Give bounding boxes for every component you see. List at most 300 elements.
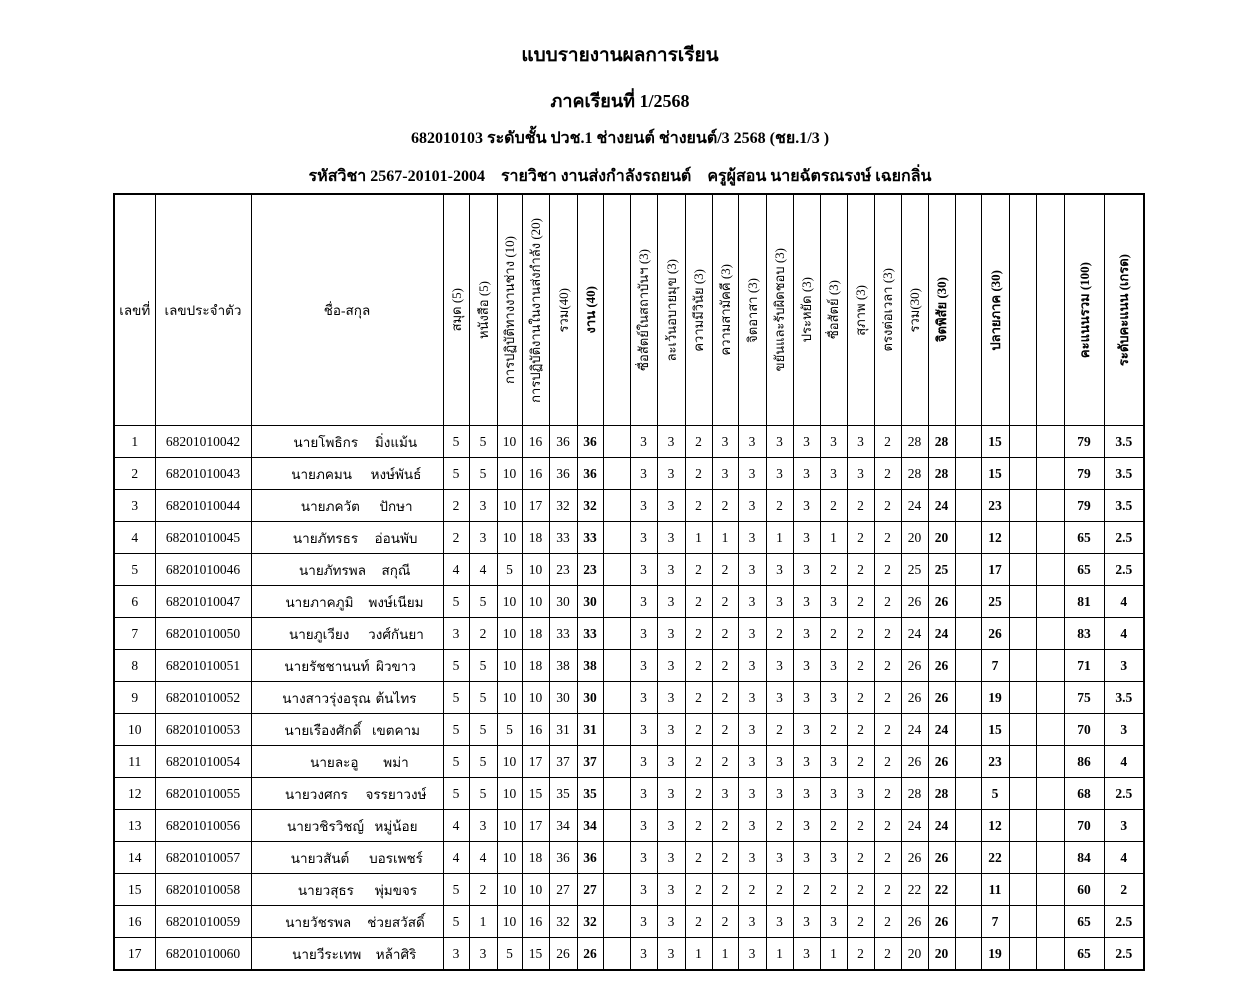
score-cell: 3 [657, 778, 685, 810]
score-cell: 2 [793, 874, 820, 906]
score-cell: 4 [1104, 586, 1144, 618]
score-cell: 36 [549, 458, 577, 490]
blank-cell [955, 842, 981, 874]
score-cell: 2 [847, 746, 874, 778]
score-cell: 2.5 [1104, 938, 1144, 971]
score-cell: 3 [738, 682, 766, 714]
score-cell: 2.5 [1104, 554, 1144, 586]
score-cell: 15 [981, 426, 1009, 458]
table-row [114, 554, 1144, 586]
score-cell: 1 [712, 938, 738, 971]
row-name [251, 554, 443, 586]
table-row [114, 906, 1144, 938]
blank-cell [955, 522, 981, 554]
score-cell: 1 [469, 906, 497, 938]
row-first-name: นายวีระเทพ [292, 946, 362, 962]
score-cell: 2 [874, 490, 901, 522]
blank-cell [1009, 746, 1036, 778]
score-cell: 3 [657, 522, 685, 554]
blank-cell [603, 458, 630, 490]
score-cell: 15 [522, 778, 549, 810]
score-cell: 7 [981, 906, 1009, 938]
score-cell: 10 [497, 650, 522, 682]
score-cell: 26 [928, 650, 955, 682]
score-cell: 2 [685, 490, 712, 522]
score-cell: 2 [847, 618, 874, 650]
score-cell: 3 [820, 746, 847, 778]
blank-cell [1009, 842, 1036, 874]
score-cell: 3 [443, 618, 469, 650]
score-cell: 3 [657, 682, 685, 714]
grades-table [113, 193, 1145, 971]
row-last-name: พุ่มขจร [374, 882, 418, 898]
row-no: 3 [114, 490, 155, 522]
row-student-id: 68201010050 [155, 618, 251, 650]
blank-cell [1036, 490, 1064, 522]
row-last-name: วงศ์กันยา [368, 626, 424, 642]
score-cell: 3 [712, 426, 738, 458]
score-cell: 3 [738, 810, 766, 842]
score-cell: 26 [928, 586, 955, 618]
score-cell: 3 [657, 746, 685, 778]
blank-cell [955, 714, 981, 746]
score-cell: 81 [1064, 586, 1104, 618]
blank-cell [603, 426, 630, 458]
row-no: 7 [114, 618, 155, 650]
score-cell: 3 [793, 810, 820, 842]
score-cell: 36 [549, 842, 577, 874]
score-cell: 3 [820, 426, 847, 458]
score-cell: 25 [928, 554, 955, 586]
row-first-name: นายภัทรธร [292, 530, 359, 546]
blank-cell [603, 842, 630, 874]
score-cell: 10 [497, 682, 522, 714]
score-cell: 3 [630, 746, 657, 778]
score-cell: 2 [766, 874, 793, 906]
score-cell: 24 [928, 618, 955, 650]
score-cell: 35 [549, 778, 577, 810]
score-cell: 2 [847, 650, 874, 682]
blank-cell [1036, 874, 1064, 906]
score-cell: 3 [820, 586, 847, 618]
score-cell: 2 [847, 682, 874, 714]
table-row [114, 618, 1144, 650]
row-last-name: หงษ์พันธ์ [370, 466, 422, 482]
score-cell: 3 [738, 426, 766, 458]
row-student-id: 68201010054 [155, 746, 251, 778]
table-row [114, 842, 1144, 874]
score-cell: 3 [847, 458, 874, 490]
score-cell: 3 [793, 650, 820, 682]
row-last-name: ผิวขาว [376, 658, 416, 674]
score-cell: 2 [874, 778, 901, 810]
blank-cell [1009, 938, 1036, 971]
teacher-name: ครูผู้สอน นายฉัตรณรงษ์ เฉยกลิ่น [707, 168, 932, 185]
score-cell: 2 [847, 842, 874, 874]
row-name [251, 874, 443, 906]
score-cell: 3 [630, 810, 657, 842]
score-cell: 3 [657, 906, 685, 938]
blank-cell [1036, 458, 1064, 490]
col-total30: รวม(30) [901, 194, 928, 426]
score-cell: 10 [522, 682, 549, 714]
blank-cell [1036, 938, 1064, 971]
score-cell: 5 [443, 426, 469, 458]
row-student-id: 68201010042 [155, 426, 251, 458]
blank-cell [1036, 682, 1064, 714]
table-row [114, 650, 1144, 682]
score-cell: 10 [522, 554, 549, 586]
score-cell: 17 [522, 746, 549, 778]
score-cell: 2 [685, 906, 712, 938]
score-cell: 2 [766, 618, 793, 650]
score-cell: 5 [469, 714, 497, 746]
score-cell: 20 [901, 522, 928, 554]
score-cell: 3 [1104, 810, 1144, 842]
row-no: 10 [114, 714, 155, 746]
score-cell: 2 [874, 682, 901, 714]
blank-cell [1009, 650, 1036, 682]
blank-cell [603, 618, 630, 650]
score-cell: 3 [657, 618, 685, 650]
score-cell: 5 [497, 714, 522, 746]
col-total40: รวม(40) [549, 194, 577, 426]
row-last-name: พม่า [383, 754, 409, 770]
score-cell: 2 [847, 586, 874, 618]
score-cell: 3 [793, 458, 820, 490]
score-cell: 79 [1064, 426, 1104, 458]
score-cell: 2 [874, 714, 901, 746]
score-cell: 2 [874, 906, 901, 938]
score-cell: 2 [847, 522, 874, 554]
row-student-id: 68201010060 [155, 938, 251, 971]
blank-cell [603, 874, 630, 906]
course-info [0, 164, 1240, 189]
score-cell: 3 [766, 554, 793, 586]
score-cell: 3 [657, 458, 685, 490]
score-cell: 3.5 [1104, 426, 1144, 458]
score-cell: 3 [630, 650, 657, 682]
score-cell: 5 [469, 426, 497, 458]
score-cell: 12 [981, 522, 1009, 554]
score-cell: 2 [1104, 874, 1144, 906]
score-cell: 3 [469, 522, 497, 554]
row-no: 14 [114, 842, 155, 874]
row-no: 9 [114, 682, 155, 714]
score-cell: 3.5 [1104, 682, 1144, 714]
score-cell: 3 [657, 490, 685, 522]
score-cell: 3 [766, 746, 793, 778]
table-row [114, 490, 1144, 522]
table-row [114, 682, 1144, 714]
score-cell: 3 [793, 586, 820, 618]
score-cell: 3 [1104, 650, 1144, 682]
blank-cell [955, 650, 981, 682]
score-cell: 65 [1064, 522, 1104, 554]
score-cell: 3 [630, 522, 657, 554]
score-cell: 3 [630, 554, 657, 586]
score-cell: 10 [497, 778, 522, 810]
score-cell: 26 [928, 906, 955, 938]
col-practice-tech: การปฏิบัติทางงานช่าง (10) [497, 194, 522, 426]
score-cell: 28 [928, 426, 955, 458]
row-first-name: นายโพธิกร [293, 434, 359, 450]
score-cell: 3 [712, 458, 738, 490]
score-cell: 2 [847, 714, 874, 746]
col-total100: คะแนนรวม (100) [1064, 194, 1104, 426]
row-last-name: มิ่งแม้น [374, 434, 418, 450]
score-cell: 5 [443, 906, 469, 938]
score-cell: 2 [712, 842, 738, 874]
score-cell: 15 [981, 714, 1009, 746]
col-blank-2 [955, 194, 981, 426]
score-cell: 3 [738, 938, 766, 971]
row-student-id: 68201010056 [155, 810, 251, 842]
score-cell: 3 [657, 650, 685, 682]
score-cell: 3 [820, 842, 847, 874]
score-cell: 10 [497, 586, 522, 618]
score-cell: 3 [738, 458, 766, 490]
score-cell: 1 [685, 938, 712, 971]
score-cell: 3 [443, 938, 469, 971]
blank-cell [955, 874, 981, 906]
score-cell: 4 [443, 554, 469, 586]
row-no: 11 [114, 746, 155, 778]
course-name: รายวิชา งานส่งกำลังรถยนต์ [500, 168, 692, 185]
score-cell: 2 [874, 842, 901, 874]
row-first-name: นายรัชชานนท์ [284, 658, 370, 674]
col-honest: ซื่อสัตย์ในสถาบันฯ (3) [630, 194, 657, 426]
score-cell: 3.5 [1104, 458, 1144, 490]
score-cell: 3 [738, 522, 766, 554]
score-cell: 2 [874, 938, 901, 971]
score-cell: 3 [712, 778, 738, 810]
blank-cell [1036, 650, 1064, 682]
score-cell: 3 [630, 490, 657, 522]
score-cell: 10 [497, 746, 522, 778]
score-cell: 24 [901, 618, 928, 650]
score-cell: 30 [549, 682, 577, 714]
score-cell: 2 [712, 746, 738, 778]
score-cell: 2 [820, 810, 847, 842]
score-cell: 2 [685, 714, 712, 746]
col-final30: ปลายภาค (30) [981, 194, 1009, 426]
score-cell: 24 [901, 490, 928, 522]
score-cell: 5 [443, 682, 469, 714]
score-cell: 68 [1064, 778, 1104, 810]
score-cell: 2 [443, 522, 469, 554]
score-cell: 3 [793, 554, 820, 586]
row-name [251, 938, 443, 971]
score-cell: 4 [469, 554, 497, 586]
score-cell: 2 [712, 906, 738, 938]
row-no: 12 [114, 778, 155, 810]
score-cell: 26 [901, 746, 928, 778]
score-cell: 65 [1064, 554, 1104, 586]
score-cell: 1 [685, 522, 712, 554]
score-cell: 5 [443, 650, 469, 682]
score-cell: 22 [928, 874, 955, 906]
score-cell: 10 [497, 618, 522, 650]
score-cell: 3 [469, 490, 497, 522]
table-row [114, 458, 1144, 490]
grade-rows [114, 426, 1144, 971]
score-cell: 3 [793, 682, 820, 714]
score-cell: 2 [712, 586, 738, 618]
blank-cell [1036, 906, 1064, 938]
score-cell: 18 [522, 842, 549, 874]
score-cell: 36 [549, 426, 577, 458]
row-no: 17 [114, 938, 155, 971]
score-cell: 3 [630, 874, 657, 906]
score-cell: 2 [685, 746, 712, 778]
table-row [114, 746, 1144, 778]
score-cell: 10 [497, 490, 522, 522]
row-no: 6 [114, 586, 155, 618]
score-cell: 24 [928, 714, 955, 746]
row-no: 15 [114, 874, 155, 906]
row-first-name: นายเรืองศักดิ์ [284, 722, 362, 738]
score-cell: 5 [497, 554, 522, 586]
score-cell: 33 [549, 522, 577, 554]
score-cell: 26 [928, 682, 955, 714]
score-cell: 2 [820, 714, 847, 746]
score-cell: 25 [981, 586, 1009, 618]
score-cell: 3 [766, 426, 793, 458]
blank-cell [1036, 522, 1064, 554]
score-cell: 38 [549, 650, 577, 682]
score-cell: 24 [901, 714, 928, 746]
score-cell: 3.5 [1104, 490, 1144, 522]
score-cell: 2 [738, 874, 766, 906]
score-cell: 37 [577, 746, 603, 778]
score-cell: 2 [685, 618, 712, 650]
row-no: 13 [114, 810, 155, 842]
table-row [114, 874, 1144, 906]
score-cell: 10 [522, 586, 549, 618]
score-cell: 2 [712, 490, 738, 522]
row-first-name: นายวชิรวิชญ์ [286, 818, 364, 834]
score-cell: 3 [738, 618, 766, 650]
score-cell: 16 [522, 714, 549, 746]
score-cell: 2 [820, 874, 847, 906]
score-cell: 65 [1064, 938, 1104, 971]
blank-cell [603, 746, 630, 778]
blank-cell [603, 650, 630, 682]
score-cell: 33 [577, 522, 603, 554]
score-cell: 2 [847, 490, 874, 522]
row-last-name: อ่อนพับ [374, 530, 418, 546]
score-cell: 31 [549, 714, 577, 746]
score-cell: 16 [522, 906, 549, 938]
score-cell: 2.5 [1104, 522, 1144, 554]
score-cell: 23 [549, 554, 577, 586]
score-cell: 2 [685, 682, 712, 714]
score-cell: 10 [497, 842, 522, 874]
col-blank-1 [603, 194, 630, 426]
score-cell: 36 [577, 458, 603, 490]
row-name [251, 714, 443, 746]
score-cell: 12 [981, 810, 1009, 842]
score-cell: 10 [497, 426, 522, 458]
score-cell: 24 [928, 490, 955, 522]
score-cell: 2 [712, 618, 738, 650]
blank-cell [1009, 458, 1036, 490]
score-cell: 2 [874, 810, 901, 842]
row-first-name: นายวงศกร [285, 786, 348, 802]
row-first-name: นายละอู [310, 754, 359, 770]
score-cell: 32 [549, 906, 577, 938]
score-cell: 28 [901, 426, 928, 458]
score-cell: 2 [874, 586, 901, 618]
blank-cell [955, 554, 981, 586]
score-cell: 25 [901, 554, 928, 586]
score-cell: 2 [685, 426, 712, 458]
score-cell: 36 [577, 842, 603, 874]
score-cell: 3 [766, 586, 793, 618]
score-cell: 1 [820, 938, 847, 971]
score-cell: 3 [847, 778, 874, 810]
blank-cell [1009, 906, 1036, 938]
score-cell: 3 [1104, 714, 1144, 746]
row-name [251, 586, 443, 618]
header-row [114, 194, 1144, 426]
table-row [114, 778, 1144, 810]
course-code: รหัสวิชา 2567-20101-2004 [308, 168, 485, 185]
col-book: หนังสือ (5) [469, 194, 497, 426]
blank-cell [1036, 618, 1064, 650]
score-cell: 3 [630, 458, 657, 490]
score-cell: 26 [549, 938, 577, 971]
score-cell: 2 [685, 810, 712, 842]
table-row [114, 810, 1144, 842]
score-cell: 5 [469, 746, 497, 778]
score-cell: 18 [522, 650, 549, 682]
score-cell: 24 [928, 810, 955, 842]
blank-cell [1009, 554, 1036, 586]
score-cell: 32 [577, 490, 603, 522]
col-blank-4 [1036, 194, 1064, 426]
score-cell: 3 [738, 490, 766, 522]
score-cell: 3 [738, 906, 766, 938]
score-cell: 3 [630, 938, 657, 971]
score-cell: 3 [847, 426, 874, 458]
score-cell: 4 [1104, 842, 1144, 874]
row-student-id: 68201010043 [155, 458, 251, 490]
score-cell: 3 [766, 906, 793, 938]
score-cell: 2 [847, 554, 874, 586]
score-cell: 3 [738, 778, 766, 810]
table-row [114, 426, 1144, 458]
score-cell: 3 [630, 682, 657, 714]
col-grade: ระดับคะแนน (เกรด) [1104, 194, 1144, 426]
score-cell: 2 [766, 490, 793, 522]
score-cell: 2 [469, 874, 497, 906]
row-no: 5 [114, 554, 155, 586]
score-cell: 71 [1064, 650, 1104, 682]
score-cell: 26 [901, 586, 928, 618]
score-cell: 2 [874, 874, 901, 906]
semester-label: ภาคเรียนที่ 1/2568 [550, 91, 690, 111]
score-cell: 2 [766, 810, 793, 842]
row-no: 2 [114, 458, 155, 490]
score-cell: 28 [901, 778, 928, 810]
blank-cell [955, 586, 981, 618]
col-polite: สุภาพ (3) [847, 194, 874, 426]
row-first-name: นายภาคภูมิ [285, 594, 354, 610]
col-blank-3 [1009, 194, 1036, 426]
score-cell: 1 [820, 522, 847, 554]
